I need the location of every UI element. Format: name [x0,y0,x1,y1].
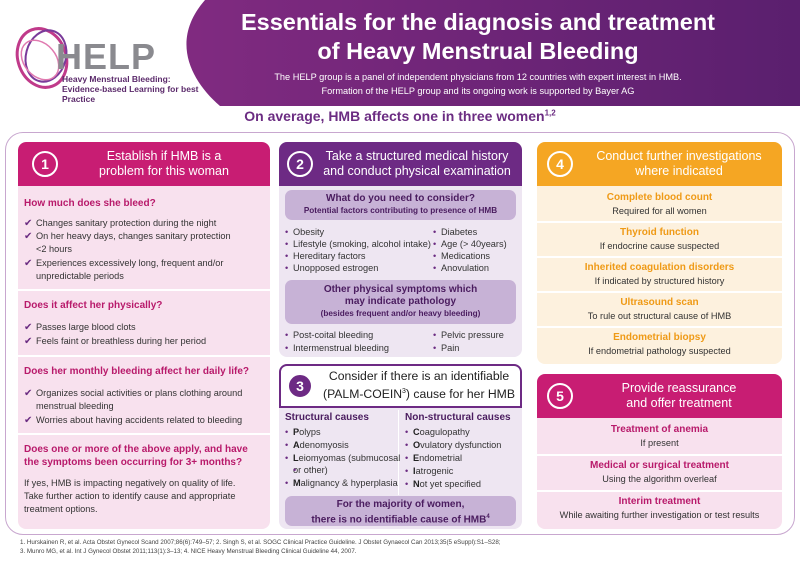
check-item [24,414,264,427]
check-item [24,335,264,348]
section-3-header [279,364,522,408]
acronym-letter: L [293,453,299,463]
check-item [24,217,264,230]
help-logo [12,14,212,102]
conclusion-line-1: If yes, HMB is impacting negatively on quality of life. [24,478,236,488]
check-item-text: Changes sanitary protection during the night [36,218,217,228]
nonstructural-cause-item [405,426,470,438]
title-line-1: Essentials for the diagnosis and treatment [240,9,716,35]
section-5-body [537,418,782,529]
investigation-title: Ultrasound scan [620,297,699,308]
investigation-title: Inherited coagulation disorders [584,262,735,273]
investigation-title: Thyroid function [620,227,699,238]
other-symptoms-line-2: may indicate pathology [344,296,457,307]
acronym-letter: E [413,453,420,463]
divider [537,326,782,328]
acronym-letter: I [413,466,416,476]
section-3-title-part: ) cause for her HMB [405,387,515,402]
subtitle-line-1: The HELP group is a panel of independent physicians from 12 countries with expert interest in HMB. [274,72,682,82]
treatment-title: Treatment of anemia [610,424,709,435]
conclusion-line-2: Take further action to identify cause and appropriate [24,491,236,501]
no-cause-box [285,496,516,526]
check-icon: ✔ [24,388,33,399]
tagline-text: On average, HMB affects one in three women [244,108,545,124]
check-item-text: unpredictable periods [36,271,124,281]
reference-line-1: 1. Hurskainen R, et al. Acta Obstet Gynecol Scand 2007;86(6):749–57; 2. Singh S, et al. SOGC Clinical Practice Guideline. J Obstet Gynaecol Can 2013;35(5 eSuppl):S1–S28; [20,539,501,546]
section-3-title [317,369,521,402]
check-item [24,321,264,334]
check-item [24,230,264,243]
acronym-letter: A [293,440,300,450]
section-3-citation: 3 [402,388,406,395]
section-2-number: 2 [287,151,313,177]
section-4-body [537,186,782,364]
section-1-column [18,142,270,529]
section-1-title-line-1: Establish if HMB is a [106,149,222,163]
check-item-text: On her heavy days, changes sanitary protection [36,231,231,241]
considerations-box [285,190,516,220]
check-item-text: Worries about having accidents related to bleeding [36,415,243,425]
section-1-header [18,142,270,186]
factor-item: • Diabetes [433,226,477,238]
section-3-number: 3 [287,373,313,399]
investigation-desc: Required for all women [612,206,707,216]
question-bleed-amount: How much does she bleed? [24,198,156,209]
question-duration [24,443,248,469]
section-2-title-line-2: and conduct physical examination [323,164,511,178]
tagline [0,108,800,124]
symptom-item: • Intermenstrual bleeding [285,342,389,354]
check-item [24,257,264,270]
header-banner [0,0,800,106]
other-symptoms-box [285,280,516,324]
section-3-title-line-1: Consider if there is an identifiable [328,369,510,383]
structural-cause-item [285,452,400,464]
logo-wordmark: HELP [56,36,157,77]
logo-tagline: Heavy Menstrual Bleeding: Evidence-based Learning for best Practice [62,74,199,104]
cause-text: eiomyomas (submucosal [298,453,401,463]
factor-item: • Age (> 40years) [433,238,507,250]
section-5-title-line-1: Provide reassurance [621,381,737,395]
cause-text: atrogenic [415,466,454,476]
section-5-title [581,381,777,411]
investigation-title: Endometrial biopsy [613,332,706,343]
acronym-letter: M [293,478,301,488]
section-3-body [279,408,522,529]
factor-item: • Anovulation [433,262,489,274]
section-4-title [581,149,777,179]
section-1-title-line-2: problem for this woman [99,164,229,178]
check-icon: ✔ [24,322,33,333]
title-line-2: of Heavy Menstrual Bleeding [317,38,639,64]
divider [18,355,270,357]
acronym-letter: P [293,427,300,437]
check-icon: ✔ [24,415,33,426]
cause-text: alignancy & hyperplasia [300,478,398,488]
divider [537,490,782,492]
factor-item: • Medications [433,250,490,262]
section-1-number: 1 [32,151,58,177]
structural-cause-continued [293,464,328,476]
section-1-title [64,149,264,179]
nonstructural-cause-item [405,478,481,490]
check-item-continued [24,270,264,283]
no-cause-line-1: For the majority of women, [336,499,465,510]
section-4-title-line-1: Conduct further investigations [596,149,762,163]
section-4-title-line-2: where indicated [635,164,723,178]
check-item-text: Feels faint or breathless during her period [36,336,207,346]
divider [537,291,782,293]
structural-cause-item [285,439,349,451]
factor-item: • Unopposed estrogen [285,262,378,274]
no-cause-line-2 [285,511,516,526]
investigation-title: Complete blood count [606,192,713,203]
conclusion-text [24,477,264,516]
check-icon: ✔ [24,231,33,242]
nonstructural-cause-item [405,439,501,451]
investigation-desc: If endocrine cause suspected [599,241,720,251]
cause-text: or other) [293,465,328,475]
other-symptoms-subtitle: (besides frequent and/or heavy bleeding) [320,309,481,318]
treatment-title: Medical or surgical treatment [590,460,729,471]
nonstructural-cause-item [405,465,453,477]
factor-item: • Obesity [285,226,324,238]
acronym-letter: O [413,440,421,450]
cause-text: denomyosis [299,440,349,450]
check-icon: ✔ [24,218,33,229]
section-5-title-line-2: and offer treatment [626,396,732,410]
page-subtitle [218,70,738,98]
treatment-desc: Using the algorithm overleaf [602,474,717,484]
symptom-item: • Post-coital bleeding [285,329,373,341]
divider [537,454,782,456]
check-icon: ✔ [24,258,33,269]
question-duration-line-2: the symptoms been occurring for 3+ months? [24,457,243,468]
check-item [24,387,264,400]
question-duration-line-1: Does one or more of the above apply, and have [24,444,248,455]
check-item-text: Experiences excessively long, frequent and/or [36,258,224,268]
treatment-title: Interim treatment [618,496,701,507]
symptom-item: • Pelvic pressure [433,329,504,341]
cause-text: oagulopathy [419,427,470,437]
considerations-title: What do you need to consider? [326,193,475,204]
check-item-text: Passes large blood clots [36,322,136,332]
no-cause-text: there is no identifiable cause of HMB [311,514,487,526]
no-cause-citation: 4 [486,514,490,520]
check-item-text: menstrual bleeding [36,401,114,411]
divider [537,221,782,223]
check-item-text: <2 hours [36,244,73,254]
question-daily-life: Does her monthly bleeding affect her daily life? [24,366,250,377]
treatment-desc: If present [640,438,679,448]
references [20,538,790,556]
factor-item: • Lifestyle (smoking, alcohol intake) [285,238,431,250]
reference-line-2: 3. Munro MG, et al. Int J Gynecol Obstet 2011;113(1):3–13; 4. NICE Heavy Menstrual Bleeding Clinical Guideline 44, 2007. [20,548,357,555]
structural-causes-header: Structural causes [285,412,369,423]
nonstructural-causes-header: Non-structural causes [405,412,511,423]
question-physical-effect: Does it affect her physically? [24,300,163,311]
divider [18,433,270,435]
conclusion-line-3: treatment options. [24,504,98,514]
divider [537,256,782,258]
page-title [218,8,738,66]
section-2-title-line-1: Take a structured medical history [325,149,509,163]
treatment-desc: While awaiting further investigation or test results [559,510,760,520]
check-item-continued [24,400,264,413]
structural-cause-item [285,477,398,489]
other-symptoms-line-1: Other physical symptoms which [323,284,478,295]
section-2-header [279,142,522,186]
section-3-title-part: (PALM-COEIN [323,387,403,402]
divider [18,289,270,291]
check-item-continued [24,243,264,256]
investigation-desc: To rule out structural cause of HMB [587,311,732,321]
symptom-item: • Pain [433,342,459,354]
cause-text: ndometrial [419,453,463,463]
check-item-text: Organizes social activities or plans clothing around [36,388,243,398]
tagline-citation: 1,2 [544,108,556,118]
investigation-desc: If indicated by structured history [594,276,725,286]
considerations-subtitle: Potential factors contributing to presence of HMB [303,206,498,215]
nonstructural-cause-item [405,452,462,464]
section-5-header [537,374,782,418]
subtitle-line-2: Formation of the HELP group and its ongoing work is supported by Bayer AG [321,86,635,96]
section-4-header [537,142,782,186]
factor-item: • Hereditary factors [285,250,366,262]
acronym-letter: N [413,479,420,489]
section-2-body [279,186,522,357]
cause-text: ot yet specified [419,479,481,489]
investigation-desc: If endometrial pathology suspected [588,346,731,356]
check-icon: ✔ [24,336,33,347]
cause-text: vulatory dysfunction [420,440,502,450]
section-4-number: 4 [547,151,573,177]
acronym-letter: C [413,427,420,437]
cause-text: olyps [299,427,321,437]
structural-cause-item [285,426,321,438]
section-2-title [317,149,517,179]
section-3-title-line-2 [317,384,521,402]
section-5-number: 5 [547,383,573,409]
